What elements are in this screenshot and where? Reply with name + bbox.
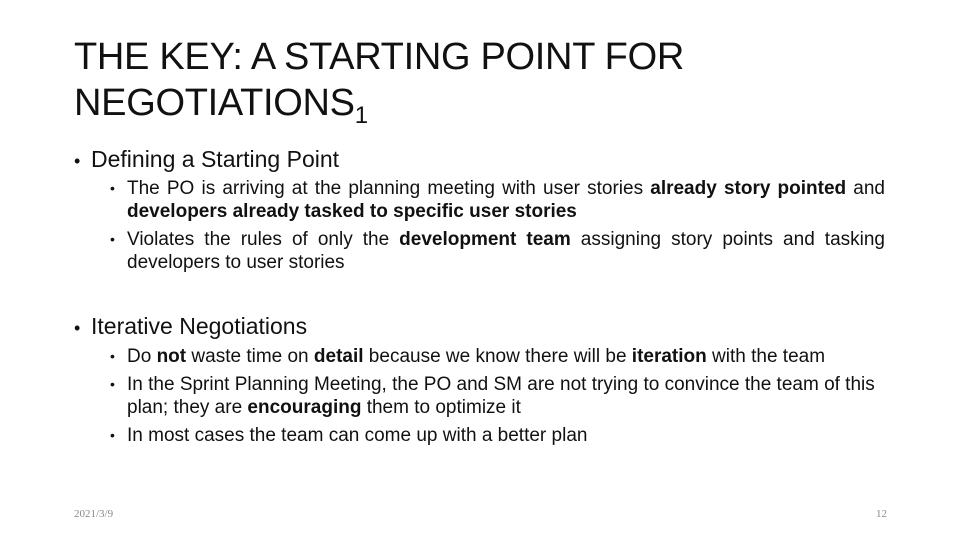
page-number: 12 bbox=[876, 508, 887, 520]
section-list-iterative bbox=[110, 345, 885, 452]
emphasis-text: detail bbox=[313, 346, 364, 367]
bullet-icon: • bbox=[110, 180, 115, 196]
emphasis-text: development team bbox=[399, 229, 571, 250]
bullet-icon: • bbox=[110, 348, 115, 364]
text-run: In the Sprint Planning Meeting, the PO and SM are not trying to convince the team of this plan; they are bbox=[127, 374, 875, 418]
slide-title-text: THE KEY: A STARTING POINT FOR NEGOTIATIONS bbox=[74, 36, 684, 124]
emphasis-text: iteration bbox=[631, 346, 707, 367]
emphasis-text: developers already tasked to specific user stories bbox=[127, 201, 577, 222]
list-item bbox=[110, 373, 885, 419]
text-run: waste time on bbox=[186, 346, 314, 367]
slide-title-subscript: 1 bbox=[354, 102, 368, 129]
list-item-text bbox=[127, 345, 885, 368]
text-run: The PO is arriving at the planning meeting with user stories bbox=[127, 178, 651, 199]
list-item-text bbox=[127, 424, 885, 447]
emphasis-text: encouraging bbox=[247, 397, 362, 418]
section-heading-iterative bbox=[74, 312, 307, 342]
list-item bbox=[110, 177, 885, 223]
list-item bbox=[110, 424, 885, 447]
section-heading-text: Defining a Starting Point bbox=[91, 146, 340, 172]
text-run: Do bbox=[127, 346, 157, 367]
text-run: because we know there will be bbox=[363, 346, 632, 367]
bullet-icon: • bbox=[110, 231, 115, 247]
section-heading-defining bbox=[74, 145, 339, 175]
list-item bbox=[110, 345, 885, 368]
bullet-icon: • bbox=[74, 318, 81, 338]
text-run: them to optimize it bbox=[361, 397, 521, 418]
list-item-text bbox=[127, 228, 885, 274]
text-run: assigning story points and tasking developers to user stories bbox=[127, 229, 885, 273]
slide-title bbox=[74, 34, 894, 129]
section-heading-text: Iterative Negotiations bbox=[91, 313, 308, 339]
list-item bbox=[110, 228, 885, 274]
list-item-text bbox=[127, 177, 885, 223]
bullet-icon: • bbox=[110, 427, 115, 443]
emphasis-text: already story pointed bbox=[650, 178, 847, 199]
bullet-icon: • bbox=[110, 376, 115, 392]
text-run: Violates the rules of only the bbox=[127, 229, 400, 250]
text-run: with the team bbox=[706, 346, 826, 367]
list-item-text bbox=[127, 373, 885, 419]
text-run: and bbox=[846, 178, 886, 199]
text-run: In most cases the team can come up with a better plan bbox=[127, 425, 588, 446]
bullet-icon: • bbox=[74, 151, 81, 171]
emphasis-text: not bbox=[156, 346, 187, 367]
footer-date: 2021/3/9 bbox=[74, 508, 114, 520]
section-list-defining bbox=[110, 177, 885, 279]
